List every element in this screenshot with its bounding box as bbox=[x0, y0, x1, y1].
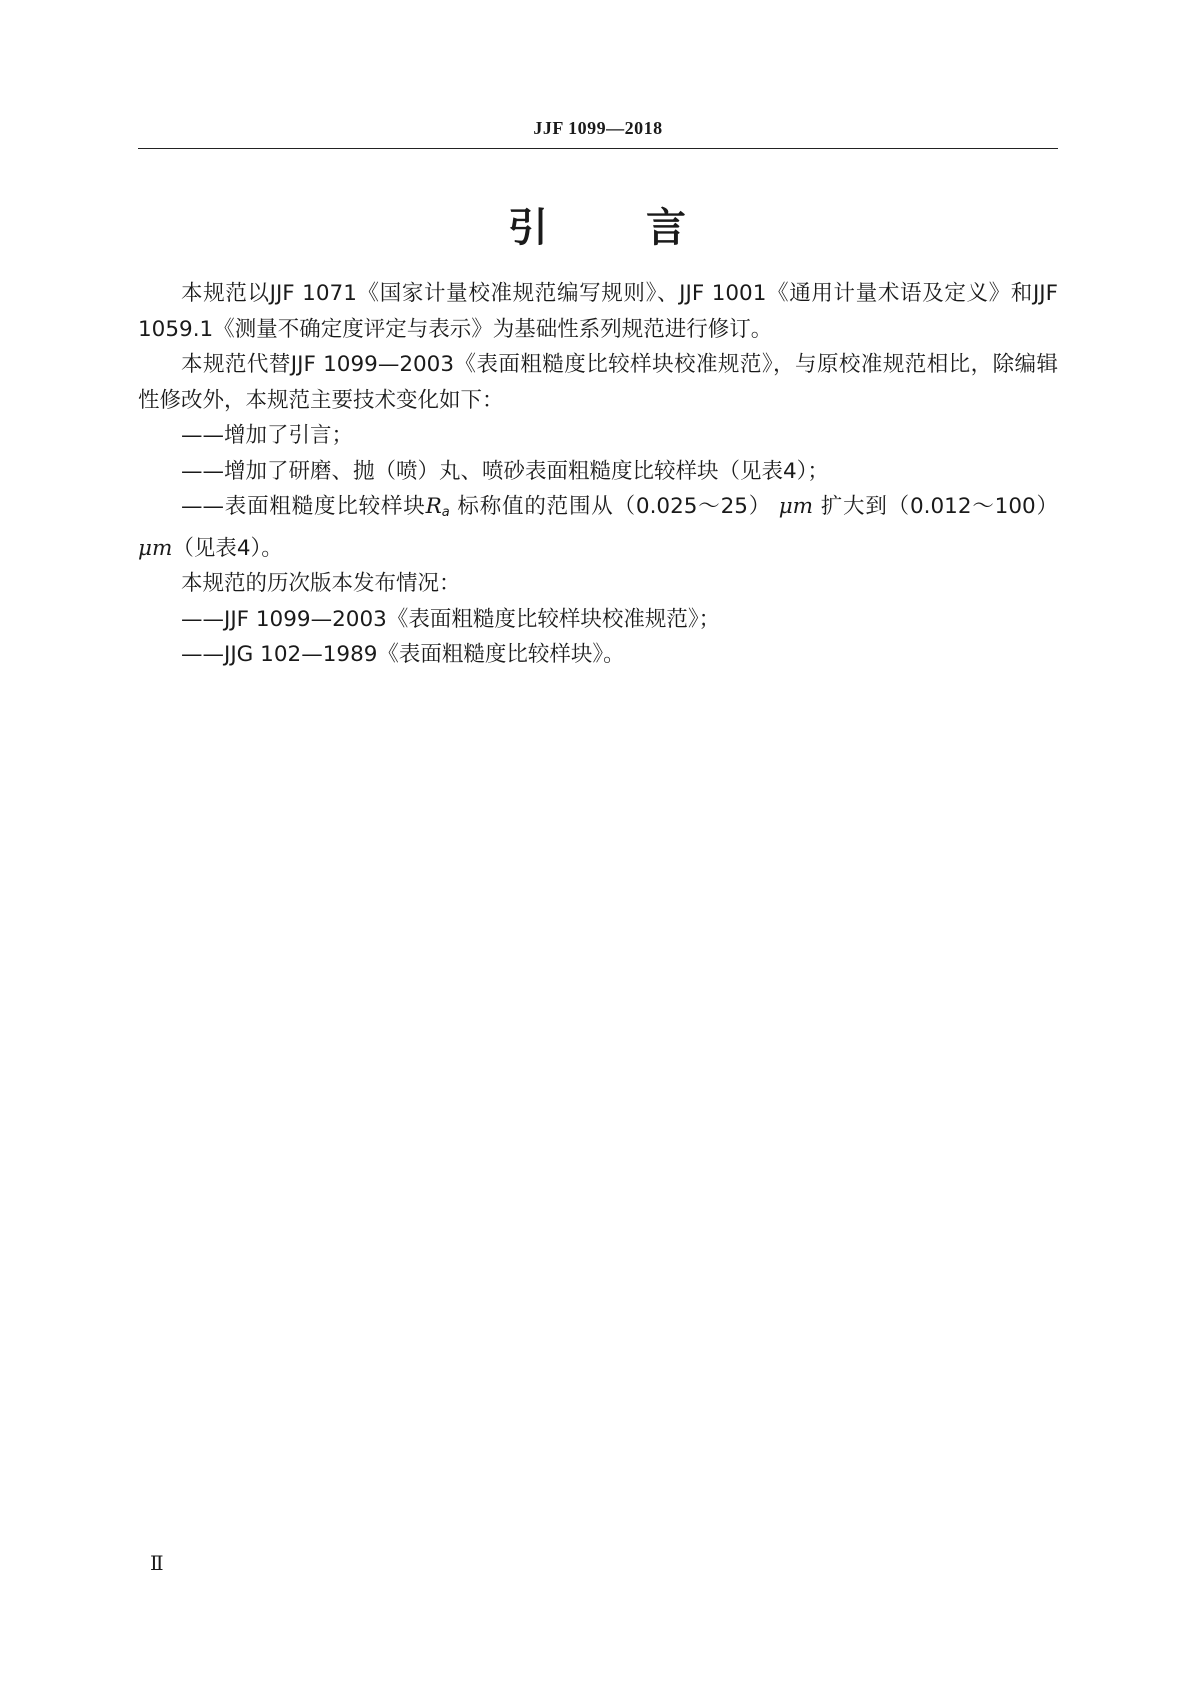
change-item-2: ——增加了研磨、抛（喷）丸、喷砂表面粗糙度比较样块（见表4）； bbox=[181, 458, 829, 484]
unit-micrometer-1: μm bbox=[778, 494, 814, 519]
introduction-body bbox=[138, 276, 1058, 673]
history-item-1: ——JJF 1099—2003《表面粗糙度比较样块校准规范》； bbox=[181, 606, 721, 632]
change-item-1: ——增加了引言； bbox=[181, 423, 354, 448]
roughness-symbol: R bbox=[425, 494, 442, 519]
history-item-2: ——JJG 102—1989《表面粗糙度比较样块》。 bbox=[181, 642, 625, 667]
roughness-subscript: a bbox=[441, 505, 450, 520]
paragraph-history: 本规范的历次版本发布情况： bbox=[181, 571, 461, 596]
page-title bbox=[138, 196, 1058, 253]
change-item-3-prefix: ——表面粗糙度比较样块 bbox=[181, 494, 426, 519]
change-item-3 bbox=[138, 489, 1058, 566]
change-item-3-range-old: 标称值的范围从（0.025～25） bbox=[457, 494, 772, 519]
title-char-2: 言 bbox=[646, 205, 688, 251]
page-number: Ⅱ bbox=[150, 1553, 164, 1575]
change-item-3-range-new: 扩大到（0.012～100） bbox=[820, 494, 1058, 519]
header-divider bbox=[138, 148, 1058, 149]
title-char-1: 引 bbox=[508, 205, 550, 251]
unit-micrometer-2: μm bbox=[138, 535, 173, 561]
document-code-header: JJF 1099—2018 bbox=[533, 118, 663, 138]
change-item-3-suffix: （见表4）。 bbox=[172, 535, 283, 561]
paragraph-replacement: 本规范代替JJF 1099—2003《表面粗糙度比较样块校准规范》，与原校准规范相比，除编辑性修改外，本规范主要技术变化如下： bbox=[138, 352, 1058, 413]
paragraph-basis: 本规范以JJF 1071《国家计量校准规范编写规则》、JJF 1001《通用计量术语及定义》和JJF 1059.1《测量不确定度评定与表示》为基础性系列规范进行修订。 bbox=[138, 281, 1058, 342]
